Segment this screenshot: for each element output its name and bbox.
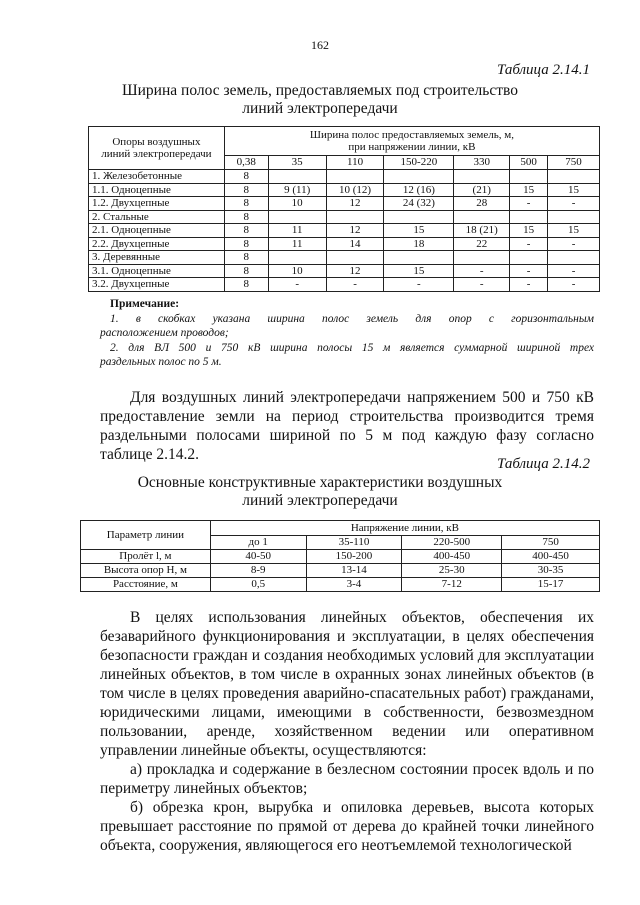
table-cell: - (510, 237, 548, 251)
table-cell (326, 251, 384, 265)
table2-caption-line2: линий электропередачи (242, 492, 398, 509)
table1-voltage-header: 35 (268, 156, 326, 170)
row-label: 2.1. Одноцепные (89, 224, 225, 238)
table-cell: 10 (268, 264, 326, 278)
table-cell: 15 (510, 224, 548, 238)
table-cell: 10 (268, 197, 326, 211)
row-label: 1. Железобетонные (89, 170, 225, 184)
table-cell: 15 (384, 224, 454, 238)
list-item-a: а) прокладка и содержание в безлесном состоянии просек вдоль и по периметру линейных объектов; (100, 761, 594, 797)
table-cell: 24 (32) (384, 197, 454, 211)
table-cell (268, 170, 326, 184)
table1-voltage-header: 150-220 (384, 156, 454, 170)
table-cell: 9 (11) (268, 183, 326, 197)
paragraph-1: Для воздушных линий электропередачи напряжением 500 и 750 кВ предоставление земли на период строительства производится тремя раздельными полосами шириной по 5 м под каждую фазу согласно таблице 2.14.2. (100, 389, 594, 463)
table1-voltage-header: 110 (326, 156, 384, 170)
table2-voltage-header: 220-500 (402, 536, 502, 550)
table-cell: 10 (12) (326, 183, 384, 197)
row-label: 2.2. Двухцепные (89, 237, 225, 251)
table-cell: - (548, 278, 600, 292)
table-cell: 7-12 (402, 578, 502, 592)
table2-caption-line1: Основные конструктивные характеристики воздушных (137, 474, 503, 491)
table-cell: 8 (224, 278, 268, 292)
table-cell (548, 170, 600, 184)
table-cell: 8 (224, 197, 268, 211)
table-row (81, 564, 600, 578)
table1-voltage-header: 0,38 (224, 156, 268, 170)
table-cell (326, 170, 384, 184)
table-cell: (21) (454, 183, 510, 197)
table2-voltage-header: 750 (502, 536, 600, 550)
table2-caption (90, 474, 550, 510)
table-cell: 15 (510, 183, 548, 197)
table-row (81, 550, 600, 564)
table-cell: 15 (548, 183, 600, 197)
table2-row-header: Параметр линии (81, 521, 211, 550)
table-cell: - (510, 278, 548, 292)
table-row (89, 264, 600, 278)
table-row (89, 224, 600, 238)
table-cell: - (510, 264, 548, 278)
table2-voltage-header: 35-110 (306, 536, 402, 550)
table-row (81, 578, 600, 592)
table-cell: - (268, 278, 326, 292)
table-row (89, 237, 600, 251)
table-cell: 8 (224, 264, 268, 278)
table-row (89, 197, 600, 211)
table-cell: 400-450 (502, 550, 600, 564)
table-cell: 11 (268, 224, 326, 238)
table-cell (326, 210, 384, 224)
row-label: Пролёт l, м (81, 550, 211, 564)
table-cell: 400-450 (402, 550, 502, 564)
table-cell (454, 210, 510, 224)
table2-voltage-header: до 1 (210, 536, 306, 550)
table-cell (548, 251, 600, 265)
row-label: 1.2. Двухцепные (89, 197, 225, 211)
table1-group-header: Ширина полос предоставляемых земель, м, при напряжении линии, кВ (224, 127, 599, 156)
row-label: 1.1. Одноцепные (89, 183, 225, 197)
table-cell (510, 210, 548, 224)
table1-caption-line1: Ширина полос земель, предоставляемых под строительство (122, 82, 518, 99)
table1-label: Таблица 2.14.1 (497, 62, 590, 78)
table-cell: 8 (224, 224, 268, 238)
list-item-b: б) обрезка крон, вырубка и опиловка деревьев, высота которых превышает расстояние по прямой от дерева до крайней точки линейного объекта, сооружения, являющегося его неотъемлемой технологической (100, 799, 594, 854)
table-cell (384, 251, 454, 265)
table-cell: 15 (384, 264, 454, 278)
table-cell: 13-14 (306, 564, 402, 578)
table-cell (384, 210, 454, 224)
note-line-1a: 1. в скобках указана ширина полос земель для опор с горизонтальным (110, 312, 594, 325)
table-cell: - (510, 197, 548, 211)
table-cell: 0,5 (210, 578, 306, 592)
table-row (89, 210, 600, 224)
table-cell: 15 (548, 224, 600, 238)
table-cell: - (548, 237, 600, 251)
table2-label: Таблица 2.14.2 (497, 456, 590, 472)
paragraph-2: В целях использования линейных объектов, обеспечения их безаварийного функционирования и эксплуатации, в целях обеспечения безопасности граждан и создания необходимых условий для эксплуатации линейных объектов, в том числе в охранных зонах линейных объектов (в том числе в целях проведения аварийно-спасательных работ) гражданами, юридическими лицами, имеющими в собственности, безвозмездном пользовании, аренде, хозяйственном ведении или оперативном управлении линейные объекты, осуществляются: (100, 609, 594, 759)
table-row (89, 278, 600, 292)
table-cell: 18 (384, 237, 454, 251)
table-cell: 3-4 (306, 578, 402, 592)
table-cell: 18 (21) (454, 224, 510, 238)
table-cell: 22 (454, 237, 510, 251)
row-label: 3.1. Одноцепные (89, 264, 225, 278)
table-cell: 25-30 (402, 564, 502, 578)
table-cell: 8 (224, 183, 268, 197)
table-cell: 8 (224, 251, 268, 265)
table-cell: - (384, 278, 454, 292)
note-line-1b: расположением проводов; (100, 327, 229, 339)
table-cell: 30-35 (502, 564, 600, 578)
row-label: Расстояние, м (81, 578, 211, 592)
table-cell: - (454, 264, 510, 278)
table-cell: - (454, 278, 510, 292)
table-cell: 15-17 (502, 578, 600, 592)
note-line-2a: 2. для ВЛ 500 и 750 кВ ширина полосы 15 м является суммарной шириной трех (110, 341, 594, 354)
table2 (80, 520, 600, 592)
table-cell: 8 (224, 237, 268, 251)
table-cell: 40-50 (210, 550, 306, 564)
table-cell: 12 (326, 264, 384, 278)
table1-note (100, 297, 594, 370)
table-cell: 8-9 (210, 564, 306, 578)
table-cell: - (548, 264, 600, 278)
table1-caption-line2: линий электропередачи (242, 100, 398, 117)
table-cell (268, 210, 326, 224)
table-cell (510, 251, 548, 265)
table-cell: 11 (268, 237, 326, 251)
table-cell (268, 251, 326, 265)
table1-voltage-header: 500 (510, 156, 548, 170)
table1-voltage-header: 750 (548, 156, 600, 170)
table-cell (454, 170, 510, 184)
table-cell (548, 210, 600, 224)
body-text (100, 608, 594, 855)
table2-group-header: Напряжение линии, кВ (210, 521, 599, 536)
table1-row-header: Опоры воздушных линий электропередачи (89, 127, 225, 170)
note-title: Примечание: (110, 298, 180, 310)
table1 (88, 126, 600, 292)
table-cell (454, 251, 510, 265)
table-cell: 12 (326, 197, 384, 211)
table-cell: 12 (326, 224, 384, 238)
table-cell: 150-200 (306, 550, 402, 564)
row-label: 2. Стальные (89, 210, 225, 224)
table-row (89, 170, 600, 184)
table-cell (384, 170, 454, 184)
table-cell: - (548, 197, 600, 211)
table-cell: 14 (326, 237, 384, 251)
table-cell (510, 170, 548, 184)
table1-caption (90, 82, 550, 118)
row-label: 3. Деревянные (89, 251, 225, 265)
row-label: Высота опор Н, м (81, 564, 211, 578)
table-cell: 12 (16) (384, 183, 454, 197)
row-label: 3.2. Двухцепные (89, 278, 225, 292)
table-cell: - (326, 278, 384, 292)
table-cell: 8 (224, 170, 268, 184)
table-row (89, 183, 600, 197)
table-cell: 8 (224, 210, 268, 224)
table-row (89, 251, 600, 265)
page-number: 162 (311, 38, 329, 52)
table-cell: 28 (454, 197, 510, 211)
table1-voltage-header: 330 (454, 156, 510, 170)
note-line-2b: раздельных полос по 5 м. (100, 356, 222, 368)
